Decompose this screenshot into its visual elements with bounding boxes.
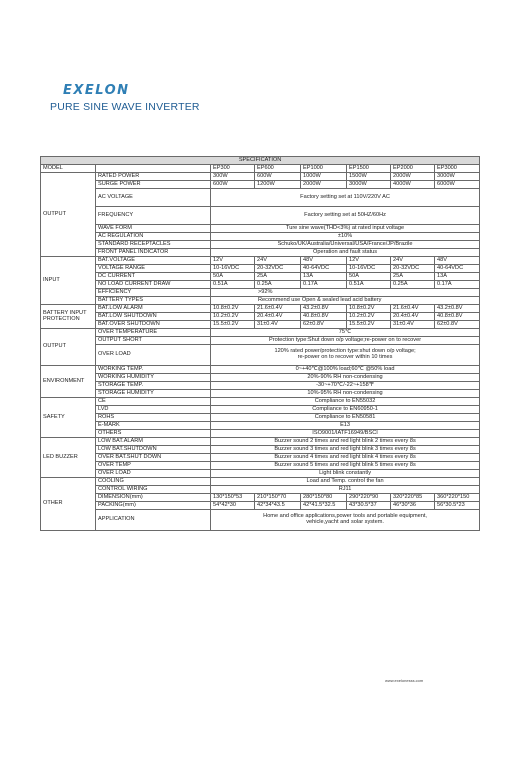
value-cell: 62±0.8V bbox=[301, 321, 347, 329]
section-environment: ENVIRONMENT bbox=[41, 366, 96, 398]
table-row bbox=[41, 181, 480, 189]
table-row bbox=[41, 189, 480, 207]
table-row bbox=[41, 430, 480, 438]
table-header: SPECIFICATION bbox=[41, 157, 480, 165]
website-footer: www.exelonesss.com bbox=[385, 678, 424, 683]
row-label: OVER TEMP bbox=[96, 462, 211, 470]
row-label: STORAGE TEMP. bbox=[96, 382, 211, 390]
section-safety: SAFETY bbox=[41, 398, 96, 438]
value-cell: ±10% bbox=[211, 233, 480, 241]
value-cell: >92% bbox=[211, 289, 480, 297]
value-cell: Compliance to EN55032 bbox=[211, 398, 480, 406]
table-row bbox=[41, 249, 480, 257]
value-cell: 600W bbox=[255, 173, 301, 181]
table-row bbox=[41, 241, 480, 249]
table-row bbox=[41, 313, 480, 321]
value-cell: Recommend use Open & sealed lead acid battery bbox=[211, 297, 480, 305]
model-cell: EP300 bbox=[211, 165, 255, 173]
table-row bbox=[41, 233, 480, 241]
value-cell: 20-32VDC bbox=[255, 265, 301, 273]
table-row bbox=[41, 510, 480, 531]
value-cell: 290*220*90 bbox=[347, 494, 391, 502]
value-cell: 43*30.5*37 bbox=[347, 502, 391, 510]
row-label: SURGE POWER bbox=[96, 181, 211, 189]
value-cell: 56*30.5*23 bbox=[435, 502, 480, 510]
value-cell: 40.8±0.8V bbox=[435, 313, 480, 321]
row-label: RATED POWER bbox=[96, 173, 211, 181]
value-cell: Ture sine wave(THD<3%) at rated input voltage bbox=[211, 225, 480, 233]
value-cell: 31±0.4V bbox=[255, 321, 301, 329]
section-output-protection: OUTPUT bbox=[41, 329, 96, 366]
row-label: CE bbox=[96, 398, 211, 406]
value-cell: 15.5±0.2V bbox=[211, 321, 255, 329]
row-label: AC REGULATION bbox=[96, 233, 211, 241]
value-cell: 15.5±0.2V bbox=[347, 321, 391, 329]
value-cell: 62±0.8V bbox=[435, 321, 480, 329]
value-cell: 0.25A bbox=[391, 281, 435, 289]
model-cell: EP600 bbox=[255, 165, 301, 173]
row-label: OVER LOAD bbox=[96, 470, 211, 478]
table-row bbox=[41, 446, 480, 454]
value-cell: 54*42*30 bbox=[211, 502, 255, 510]
row-label: DC CURRENT bbox=[96, 273, 211, 281]
table-header-row bbox=[41, 157, 480, 165]
value-line: re-power on to recover within 10 times bbox=[297, 354, 393, 360]
row-label: APPLICATION bbox=[96, 510, 211, 531]
table-row bbox=[41, 438, 480, 446]
table-row bbox=[41, 173, 480, 181]
specification-table bbox=[40, 156, 480, 531]
value-cell: 10.8±0.2V bbox=[211, 305, 255, 313]
row-label: OVER TEMPERATURE bbox=[96, 329, 211, 337]
table-row bbox=[41, 337, 480, 345]
row-label: MODEL bbox=[41, 165, 96, 173]
value-cell: 0~+40℃@100% load;60℃ @50% load bbox=[211, 366, 480, 374]
row-label: OVER BAT.SHUT DOWN bbox=[96, 454, 211, 462]
row-label: LVD bbox=[96, 406, 211, 414]
brand-logo: EXELON bbox=[63, 83, 130, 98]
value-cell: RJ11 bbox=[211, 486, 480, 494]
row-label: FREQUENCY bbox=[96, 207, 211, 225]
value-cell: 280*150*80 bbox=[301, 494, 347, 502]
value-cell: 10.2±0.2V bbox=[347, 313, 391, 321]
table-row bbox=[41, 470, 480, 478]
row-label: WORKING HUMIDITY bbox=[96, 374, 211, 382]
value-cell: 20-32VDC bbox=[391, 265, 435, 273]
row-label: LOW BAT.SHUTDOWN bbox=[96, 446, 211, 454]
value-cell: E13 bbox=[211, 422, 480, 430]
value-cell: 43.2±0.8V bbox=[435, 305, 480, 313]
value-cell: 1000W bbox=[301, 173, 347, 181]
value-cell: 1200W bbox=[255, 181, 301, 189]
document-title: PURE SINE WAVE INVERTER bbox=[50, 101, 200, 113]
row-label: BAT.LOW SHUTDOWN bbox=[96, 313, 211, 321]
value-cell bbox=[211, 345, 480, 366]
table-row bbox=[41, 366, 480, 374]
value-cell: 300W bbox=[211, 173, 255, 181]
row-label: OVER LOAD bbox=[96, 345, 211, 366]
value-cell: Light blink constantly bbox=[211, 470, 480, 478]
value-cell: 48V bbox=[435, 257, 480, 265]
value-cell: 10%-95% RH non-condensing bbox=[211, 390, 480, 398]
table-row bbox=[41, 494, 480, 502]
value-cell: Buzzer sound 4 times and red light blink 4 times every 8s bbox=[211, 454, 480, 462]
table-row bbox=[41, 329, 480, 337]
row-label: BAT.VOLTAGE bbox=[96, 257, 211, 265]
value-cell: 21.6±0.4V bbox=[255, 305, 301, 313]
value-cell: 42*41.5*32.5 bbox=[301, 502, 347, 510]
value-cell: 13A bbox=[435, 273, 480, 281]
row-label: WORKING TEMP. bbox=[96, 366, 211, 374]
row-label: E-MARK bbox=[96, 422, 211, 430]
row-label: STANDARD RECEPTACLES bbox=[96, 241, 211, 249]
model-cell: EP3000 bbox=[435, 165, 480, 173]
row-label: CONTROL WIRING bbox=[96, 486, 211, 494]
value-cell: 0.51A bbox=[211, 281, 255, 289]
row-label: BAT.LOW ALARM bbox=[96, 305, 211, 313]
value-line: Home and office applications,power tools and portable equipment, bbox=[263, 513, 427, 520]
value-cell: 48V bbox=[301, 257, 347, 265]
value-cell: 210*150*70 bbox=[255, 494, 301, 502]
value-cell: 320*220*85 bbox=[391, 494, 435, 502]
section-other: OTHER bbox=[41, 478, 96, 531]
value-cell: Operation and fault status bbox=[211, 249, 480, 257]
value-cell: 20.4±0.4V bbox=[255, 313, 301, 321]
value-cell: 0.17A bbox=[435, 281, 480, 289]
value-cell: 10-16VDC bbox=[211, 265, 255, 273]
table-row bbox=[41, 297, 480, 305]
value-cell: 25A bbox=[255, 273, 301, 281]
value-cell: Buzzer sound 2 times and red light blink 2 times every 8s bbox=[211, 438, 480, 446]
table-row bbox=[41, 502, 480, 510]
value-cell: 24V bbox=[391, 257, 435, 265]
section-input: INPUT bbox=[41, 257, 96, 305]
table-row bbox=[41, 478, 480, 486]
value-cell: Factory setting set at 50HZ/60Hz bbox=[211, 207, 480, 225]
row-label: EFFICIENCY bbox=[96, 289, 211, 297]
value-cell: 10.2±0.2V bbox=[211, 313, 255, 321]
value-cell: Compliance to EN60950-1 bbox=[211, 406, 480, 414]
value-cell: 20%-90% RH non-condensing bbox=[211, 374, 480, 382]
row-label: VOLTAGE RANGE bbox=[96, 265, 211, 273]
table-row bbox=[41, 273, 480, 281]
value-cell: 12V bbox=[211, 257, 255, 265]
table-row bbox=[41, 289, 480, 297]
table-row bbox=[41, 207, 480, 225]
value-cell: 25A bbox=[391, 273, 435, 281]
value-cell: 31±0.4V bbox=[391, 321, 435, 329]
value-cell: 600W bbox=[211, 181, 255, 189]
table-row bbox=[41, 454, 480, 462]
table-row bbox=[41, 305, 480, 313]
value-cell: Buzzer sound 3 times and red light blink 3 times every 8s bbox=[211, 446, 480, 454]
value-cell bbox=[211, 510, 480, 531]
value-cell: 42*34*43.5 bbox=[255, 502, 301, 510]
value-cell: 360*220*150 bbox=[435, 494, 480, 502]
table-row bbox=[41, 462, 480, 470]
section-led-buzzer: LED BUZZER bbox=[41, 438, 96, 478]
value-cell: 12V bbox=[347, 257, 391, 265]
table-row bbox=[41, 265, 480, 273]
row-label: AC VOLTAGE bbox=[96, 189, 211, 207]
value-cell: 3000W bbox=[435, 173, 480, 181]
row-label: ROHS bbox=[96, 414, 211, 422]
value-cell: Load and Temp. control the fan bbox=[211, 478, 480, 486]
value-cell: Schuko/UK/Australia/Universal/USA/France/JP/Brazile bbox=[211, 241, 480, 249]
value-cell: 6000W bbox=[435, 181, 480, 189]
model-cell: EP2000 bbox=[391, 165, 435, 173]
table-row bbox=[41, 345, 480, 366]
value-cell: 10-16VDC bbox=[347, 265, 391, 273]
table-row bbox=[41, 281, 480, 289]
row-label: NO LOAD CURRENT DRAW bbox=[96, 281, 211, 289]
value-cell: 20.4±0.4V bbox=[391, 313, 435, 321]
value-cell: 40-64VDC bbox=[435, 265, 480, 273]
value-line: vehicle,yacht and solar system. bbox=[306, 519, 384, 525]
value-line: 120% rated power/protection type:shut down o/p voltage; bbox=[274, 348, 416, 355]
value-cell: Compliance to EN50581 bbox=[211, 414, 480, 422]
row-label-empty bbox=[96, 165, 211, 173]
table-row bbox=[41, 414, 480, 422]
table-row bbox=[41, 257, 480, 265]
value-cell: 75℃ bbox=[211, 329, 480, 337]
value-cell: 40.8±0.8V bbox=[301, 313, 347, 321]
model-cell: EP1000 bbox=[301, 165, 347, 173]
value-cell: ISO9001/IATF16949/BSCI bbox=[211, 430, 480, 438]
table-row bbox=[41, 382, 480, 390]
value-cell: 3000W bbox=[347, 181, 391, 189]
table-row bbox=[41, 486, 480, 494]
value-cell: 24V bbox=[255, 257, 301, 265]
value-cell: 40-64VDC bbox=[301, 265, 347, 273]
value-cell: 10.8±0.2V bbox=[347, 305, 391, 313]
section-battery-protection: BATTERY INPUT PROTECTION bbox=[41, 305, 96, 329]
value-cell: -30~+70℃/-22~+158℉ bbox=[211, 382, 480, 390]
value-cell: 0.51A bbox=[347, 281, 391, 289]
value-cell: 46*30*36 bbox=[391, 502, 435, 510]
row-label: DIMENSION(mm) bbox=[96, 494, 211, 502]
table-row bbox=[41, 390, 480, 398]
row-label: LOW BAT.ALARM bbox=[96, 438, 211, 446]
row-label: COOLING bbox=[96, 478, 211, 486]
row-label: BAT.OVER SHUTDOWN bbox=[96, 321, 211, 329]
value-cell: Factory setting set at 110V/220V AC bbox=[211, 189, 480, 207]
value-cell: Buzzer sound 5 times and red light blink 5 times every 8s bbox=[211, 462, 480, 470]
value-cell: 130*150*53 bbox=[211, 494, 255, 502]
row-label: WAVE FORM bbox=[96, 225, 211, 233]
table-row bbox=[41, 321, 480, 329]
value-cell: 4000W bbox=[391, 181, 435, 189]
row-label: BATTERY TYPES bbox=[96, 297, 211, 305]
row-label: PACKING(mm) bbox=[96, 502, 211, 510]
value-cell: 2000W bbox=[301, 181, 347, 189]
table-row bbox=[41, 374, 480, 382]
row-label: OUTPUT SHORT bbox=[96, 337, 211, 345]
value-cell: 0.25A bbox=[255, 281, 301, 289]
row-label: STORAGE HUMIDITY bbox=[96, 390, 211, 398]
table-row bbox=[41, 398, 480, 406]
value-cell: 21.6±0.4V bbox=[391, 305, 435, 313]
value-cell: 0.17A bbox=[301, 281, 347, 289]
table-row bbox=[41, 422, 480, 430]
row-label: OTHERS bbox=[96, 430, 211, 438]
model-cell: EP1500 bbox=[347, 165, 391, 173]
table-row bbox=[41, 165, 480, 173]
value-cell: 43.2±0.8V bbox=[301, 305, 347, 313]
value-cell: 50A bbox=[211, 273, 255, 281]
value-cell: 2000W bbox=[391, 173, 435, 181]
table-row bbox=[41, 406, 480, 414]
value-cell: 50A bbox=[347, 273, 391, 281]
value-cell: 13A bbox=[301, 273, 347, 281]
row-label: FRONT PANEL INDICATOR bbox=[96, 249, 211, 257]
value-cell: 1500W bbox=[347, 173, 391, 181]
section-output: OUTPUT bbox=[41, 173, 96, 257]
value-cell: Protection type:Shut down o/p voltage;re-power on to recover bbox=[211, 337, 480, 345]
table-row bbox=[41, 225, 480, 233]
